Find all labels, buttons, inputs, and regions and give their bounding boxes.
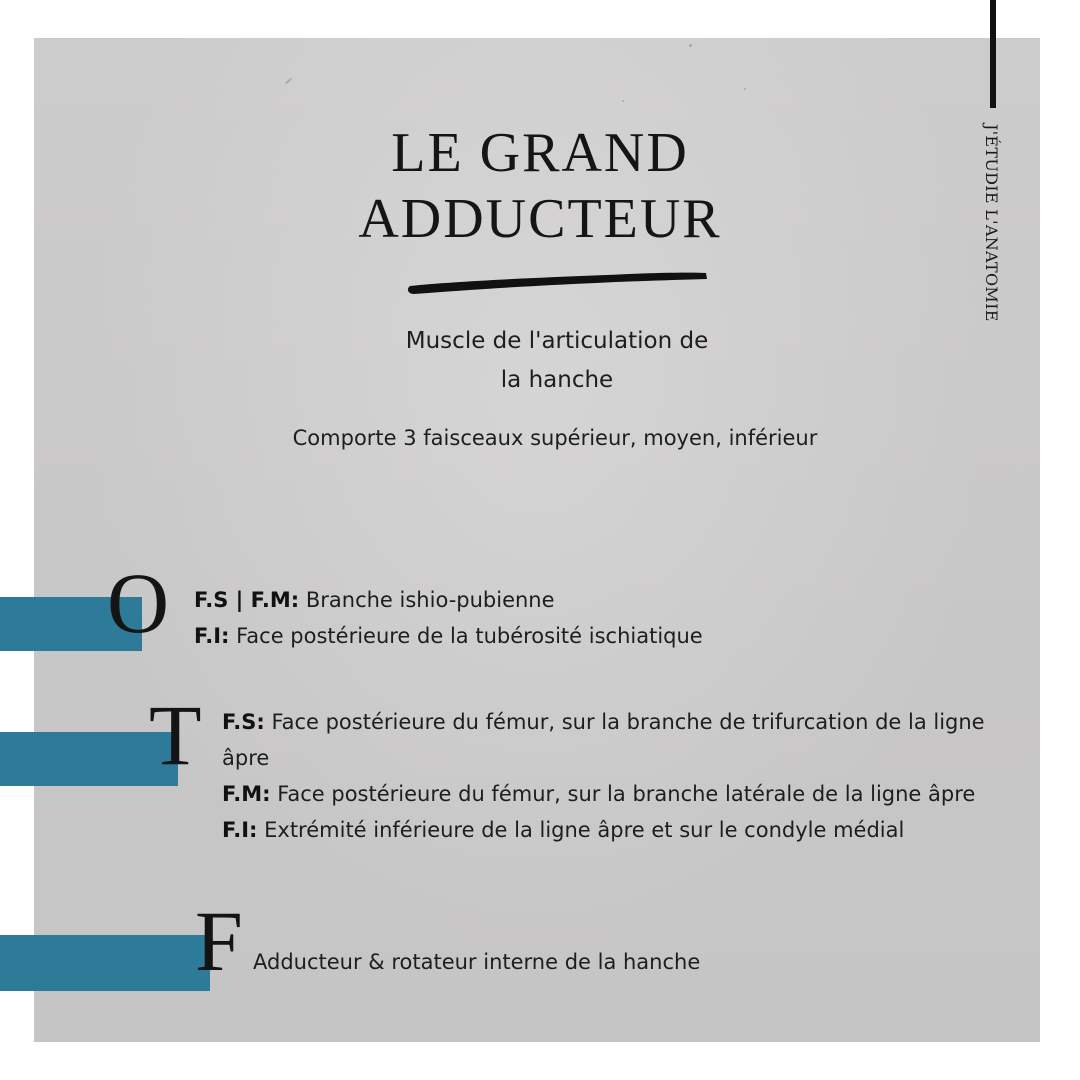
function-letter: F	[195, 893, 243, 989]
insertion-row-text: Extrémité inférieure de la ligne âpre et sur le condyle médial	[257, 818, 905, 842]
title-line-2: ADDUCTEUR	[358, 188, 722, 250]
subtitle-line-1: Muscle de l'articulation de	[405, 328, 709, 354]
insertion-row	[222, 776, 1012, 812]
function-text: Adducteur & rotateur interne de la hanche	[253, 950, 701, 974]
insertion-row	[222, 812, 1012, 848]
title-line-1: LE GRAND	[391, 122, 689, 184]
bundles-description: Comporte 3 faisceaux supérieur, moyen, inférieur	[292, 426, 818, 450]
function-accent-bar	[0, 935, 210, 991]
subtitle	[372, 322, 742, 400]
origin-row	[194, 582, 1014, 618]
paper-speck	[622, 100, 624, 102]
insertion-row	[222, 704, 1012, 776]
origin-row-label: F.I:	[194, 624, 230, 648]
insertion-row-label: F.M:	[222, 782, 271, 806]
origin-row-label: F.S | F.M:	[194, 588, 300, 612]
origin-letter: O	[107, 555, 170, 651]
insertion-letter: T	[149, 687, 202, 783]
brush-stroke-underline	[406, 268, 710, 298]
function-entry	[253, 944, 1013, 980]
paper-speck	[689, 44, 692, 47]
page-title	[290, 120, 790, 252]
side-label: J'ÉTUDIE L'ANATOMIE	[982, 124, 1001, 322]
insertion-row-text: Face postérieure du fémur, sur la branche latérale de la ligne âpre	[270, 782, 976, 806]
origin-entries	[194, 582, 1014, 654]
vertical-accent-line	[990, 0, 996, 108]
insertion-row-label: F.S:	[222, 710, 265, 734]
insertion-entries	[222, 704, 1012, 848]
subtitle-line-2: la hanche	[500, 367, 614, 393]
insertion-row-text: Face postérieure du fémur, sur la branche de trifurcation de la ligne âpre	[222, 710, 985, 770]
origin-row-text: Branche ishio-pubienne	[299, 588, 555, 612]
paper-speck	[284, 77, 292, 84]
origin-row	[194, 618, 1014, 654]
paper-speck	[744, 88, 746, 90]
insertion-row-label: F.I:	[222, 818, 258, 842]
origin-row-text: Face postérieure de la tubérosité ischiatique	[229, 624, 703, 648]
